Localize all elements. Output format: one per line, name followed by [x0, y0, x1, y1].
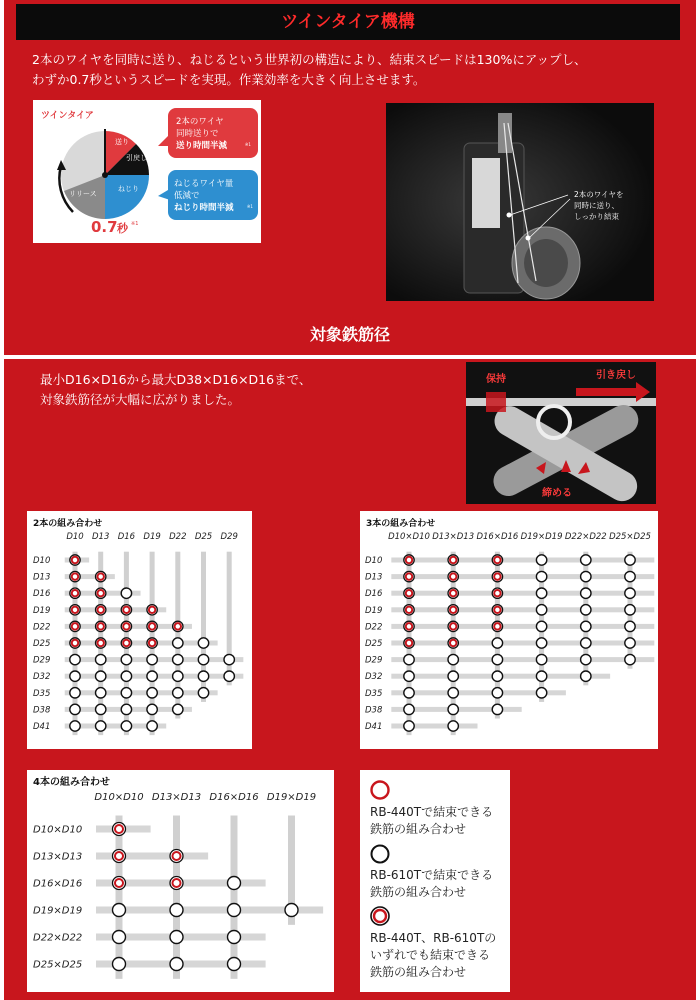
- cell-black: [96, 704, 106, 714]
- row-bar: [65, 690, 218, 695]
- cell-black: [147, 654, 157, 664]
- cell-black: [536, 688, 546, 698]
- cell-black: [536, 671, 546, 681]
- col-header: D19×D19: [266, 792, 317, 803]
- cell-black: [173, 654, 183, 664]
- grid-4bar: [27, 770, 334, 992]
- row-bar: [391, 607, 654, 612]
- cell-black: [113, 931, 126, 944]
- intro-text: [32, 50, 682, 90]
- photo-caption-1: 2本のワイヤを: [574, 190, 624, 199]
- seg-pull-label: 引戻し: [126, 154, 147, 162]
- clock-center: [102, 172, 108, 178]
- callout-blue-line-2: 低減で: [174, 191, 200, 201]
- cell-black: [492, 638, 502, 648]
- cell-black: [70, 671, 80, 681]
- cell-black: [625, 555, 635, 565]
- seg-release-label: リリース: [69, 190, 97, 198]
- cell-black: [404, 721, 414, 731]
- page-title: ツインタイア機構: [16, 4, 680, 40]
- cell-black: [70, 704, 80, 714]
- legend-black-line-1: RB-610Tで結束できる: [370, 868, 494, 882]
- callout-blue-line-1: ねじるワイヤ量: [174, 179, 234, 189]
- cell-black: [581, 555, 591, 565]
- callout-red-line-2: 同時送りで: [176, 129, 219, 139]
- mechanism-photo: [386, 103, 654, 301]
- label-hold: 保持: [486, 374, 506, 385]
- legend-card: [360, 770, 510, 992]
- row-label: D10: [365, 555, 383, 566]
- cell-black: [492, 671, 502, 681]
- cell-black: [70, 688, 80, 698]
- binding-photo: [466, 362, 656, 504]
- cell-black: [536, 654, 546, 664]
- time-value: 0.7: [91, 218, 118, 236]
- col-header: D16: [117, 532, 136, 542]
- grid-2bar-title: 2本の組み合わせ: [33, 519, 103, 529]
- cell-black: [96, 688, 106, 698]
- cell-black: [147, 688, 157, 698]
- callout-red-line-1: 2本のワイヤ: [176, 117, 224, 127]
- legend-red-line-1: RB-440Tで結束できる: [370, 805, 494, 819]
- intro-line-1: 2本のワイヤを同時に送り、ねじるという世界初の構造により、結束スピードは130%にアップし、: [32, 52, 587, 67]
- col-header: D13×D13: [151, 792, 202, 803]
- cell-black: [70, 721, 80, 731]
- col-header: D19×D19: [520, 532, 563, 542]
- cell-black: [448, 654, 458, 664]
- rebar-intro-line-2: 対象鉄筋径が大幅に広がりました。: [40, 392, 241, 407]
- col-header: D19: [143, 532, 161, 542]
- section-title-rebar: 対象鉄筋径: [309, 325, 390, 344]
- cell-black: [173, 704, 183, 714]
- row-label: D16×D16: [33, 878, 83, 890]
- row-label: D10×D10: [33, 824, 83, 836]
- cell-black: [96, 654, 106, 664]
- cell-black: [121, 721, 131, 731]
- cell-black: [113, 958, 126, 971]
- cell-black: [581, 638, 591, 648]
- callout-red-tail: [158, 136, 170, 146]
- col-header: D25: [194, 532, 213, 542]
- legend-both-line-1: RB-440T、RB-610Tの: [370, 931, 497, 945]
- row-label: D25: [365, 638, 383, 649]
- photo-caption-3: しっかり結束: [574, 212, 619, 221]
- cell-black: [581, 605, 591, 615]
- row-label: D16: [33, 589, 51, 600]
- legend-both-text: [370, 930, 496, 981]
- row-label: D19×D19: [33, 905, 83, 917]
- cell-black: [625, 588, 635, 598]
- cell-black: [228, 877, 241, 890]
- row-bar: [391, 624, 654, 629]
- cell-black: [625, 654, 635, 664]
- cell-black: [147, 671, 157, 681]
- time-unit: 秒: [117, 222, 128, 235]
- col-header: D10: [66, 532, 84, 542]
- cell-black: [198, 671, 208, 681]
- cell-black: [492, 704, 502, 714]
- legend-both-circle-icon: [368, 904, 392, 928]
- mechanism-illustration: [386, 103, 654, 301]
- cell-black: [198, 654, 208, 664]
- col-bar: [173, 816, 180, 979]
- callout-blue-tail: [158, 190, 170, 200]
- row-label: D35: [33, 688, 51, 699]
- rebar-intro-line-1: 最小D16×D16から最大D38×D16×D16まで、: [40, 372, 312, 387]
- row-label: D25: [33, 638, 51, 649]
- grid-2bar: [27, 511, 252, 749]
- cell-black: [581, 621, 591, 631]
- cell-black: [492, 688, 502, 698]
- grid-3bar-card: [360, 511, 658, 749]
- row-label: D38: [33, 705, 51, 716]
- row-bar: [391, 591, 654, 596]
- cell-black: [448, 671, 458, 681]
- col-header: D22×D22: [564, 532, 607, 542]
- cell-black: [536, 621, 546, 631]
- col-header: D13: [92, 532, 110, 542]
- legend-red-text: [370, 804, 493, 838]
- legend-both-line-3: 鉄筋の組み合わせ: [370, 965, 467, 979]
- cell-black: [536, 555, 546, 565]
- seg-feed-label: 送り: [115, 138, 129, 146]
- row-bar: [65, 641, 218, 646]
- row-label: D35: [365, 688, 383, 699]
- row-label: D41: [33, 721, 51, 732]
- twintier-diagram: [33, 100, 261, 243]
- row-bar: [391, 574, 654, 579]
- wire-marker-2: [526, 236, 531, 241]
- legend-both-line-2: いずれでも結束できる: [370, 948, 491, 962]
- row-label: D29: [365, 655, 383, 666]
- cell-black: [581, 671, 591, 681]
- col-bar: [231, 816, 238, 979]
- cell-black: [121, 671, 131, 681]
- diagram-label: ツインタイア: [41, 111, 94, 121]
- binding-illustration: [466, 362, 656, 504]
- row-bar: [391, 657, 654, 662]
- cell-black: [536, 638, 546, 648]
- legend-black-circle-icon: [368, 842, 392, 866]
- cell-black: [96, 721, 106, 731]
- cell-black: [625, 571, 635, 581]
- col-header: D25×D25: [609, 532, 651, 542]
- cell-black: [173, 688, 183, 698]
- label-pull: 引き戻し: [596, 370, 636, 381]
- col-header: D10×D10: [388, 532, 430, 542]
- cell-black: [404, 654, 414, 664]
- cell-black: [170, 904, 183, 917]
- grid-3bar: [360, 511, 658, 749]
- row-label: D13: [33, 572, 51, 583]
- cell-black: [173, 671, 183, 681]
- cell-black: [625, 638, 635, 648]
- cell-black: [121, 588, 131, 598]
- row-label: D22×D22: [33, 932, 83, 944]
- cycle-pie-chart: [33, 100, 261, 243]
- rebar-intro-text: [40, 370, 440, 410]
- col-header: D10×D10: [94, 792, 144, 803]
- cell-black: [404, 671, 414, 681]
- col-bar: [116, 816, 123, 979]
- cell-black: [170, 931, 183, 944]
- grid-3bar-title: 3本の組み合わせ: [366, 519, 436, 529]
- callout-red-note: ※1: [245, 142, 251, 147]
- legend-black-line-2: 鉄筋の組み合わせ: [370, 885, 467, 899]
- photo-caption-2: 同時に送り、: [574, 201, 619, 210]
- row-label: D29: [33, 655, 51, 666]
- cell-black: [228, 958, 241, 971]
- cell-black: [285, 904, 298, 917]
- row-label: D38: [365, 705, 383, 716]
- row-label: D19: [33, 605, 51, 616]
- intro-line-2: わずか0.7秒というスピードを実現。作業効率を大きく向上させます。: [32, 72, 426, 87]
- row-label: D13×D13: [33, 851, 83, 863]
- cell-black: [448, 704, 458, 714]
- callout-blue-line-3: ねじり時間半減: [174, 203, 234, 213]
- cell-black: [70, 654, 80, 664]
- cell-black: [224, 671, 234, 681]
- row-label: D32: [33, 672, 51, 683]
- row-label: D25×D25: [33, 959, 83, 971]
- cell-black: [198, 638, 208, 648]
- cell-black: [121, 654, 131, 664]
- cell-black: [121, 688, 131, 698]
- cell-black: [581, 654, 591, 664]
- col-header: D22: [169, 532, 187, 542]
- time-note: ※1: [131, 221, 139, 227]
- col-header: D13×D13: [432, 532, 475, 542]
- col-header: D16×D16: [476, 532, 519, 542]
- grid-2bar-card: [27, 511, 252, 749]
- legend-red-circle-icon: [368, 778, 392, 802]
- row-label: D10: [33, 555, 51, 566]
- cell-black: [536, 571, 546, 581]
- cell-black: [224, 654, 234, 664]
- hold-marker: [486, 392, 506, 412]
- cell-black: [625, 621, 635, 631]
- cell-black: [536, 588, 546, 598]
- row-label: D41: [365, 721, 383, 732]
- cell-black: [404, 688, 414, 698]
- cell-black: [448, 721, 458, 731]
- grid-4bar-title: 4本の組み合わせ: [33, 777, 110, 788]
- legend-red-line-2: 鉄筋の組み合わせ: [370, 822, 467, 836]
- grid-4bar-card: [27, 770, 334, 992]
- cell-black: [404, 704, 414, 714]
- cell-black: [96, 671, 106, 681]
- cell-black: [228, 931, 241, 944]
- callout-blue-note: ※1: [247, 204, 253, 209]
- callout-red-line-3: 送り時間半減: [176, 141, 228, 151]
- cell-black: [536, 605, 546, 615]
- cell-black: [492, 654, 502, 664]
- label-tighten: 締める: [542, 488, 572, 499]
- cell-black: [448, 688, 458, 698]
- row-label: D32: [365, 672, 383, 683]
- wire-guide: [472, 158, 500, 228]
- row-label: D19: [365, 605, 383, 616]
- cell-black: [147, 721, 157, 731]
- cell-black: [198, 688, 208, 698]
- row-label: D22: [33, 622, 51, 633]
- cell-black: [581, 571, 591, 581]
- pie-seg-twist: [105, 175, 149, 219]
- row-bar: [391, 641, 654, 646]
- legend-black-text: [370, 867, 493, 901]
- col-header: D16×D16: [209, 792, 259, 803]
- cell-black: [147, 704, 157, 714]
- row-bar: [391, 558, 654, 563]
- row-label: D22: [365, 622, 383, 633]
- row-label: D16: [365, 589, 383, 600]
- cell-black: [228, 904, 241, 917]
- cell-black: [625, 605, 635, 615]
- cell-black: [173, 638, 183, 648]
- cell-black: [170, 958, 183, 971]
- cell-black: [113, 904, 126, 917]
- seg-twist-label: ねじり: [118, 185, 139, 193]
- cell-black: [581, 588, 591, 598]
- wire-reel-core: [524, 239, 568, 287]
- row-label: D13: [365, 572, 383, 583]
- col-header: D29: [220, 532, 238, 542]
- cell-black: [121, 704, 131, 714]
